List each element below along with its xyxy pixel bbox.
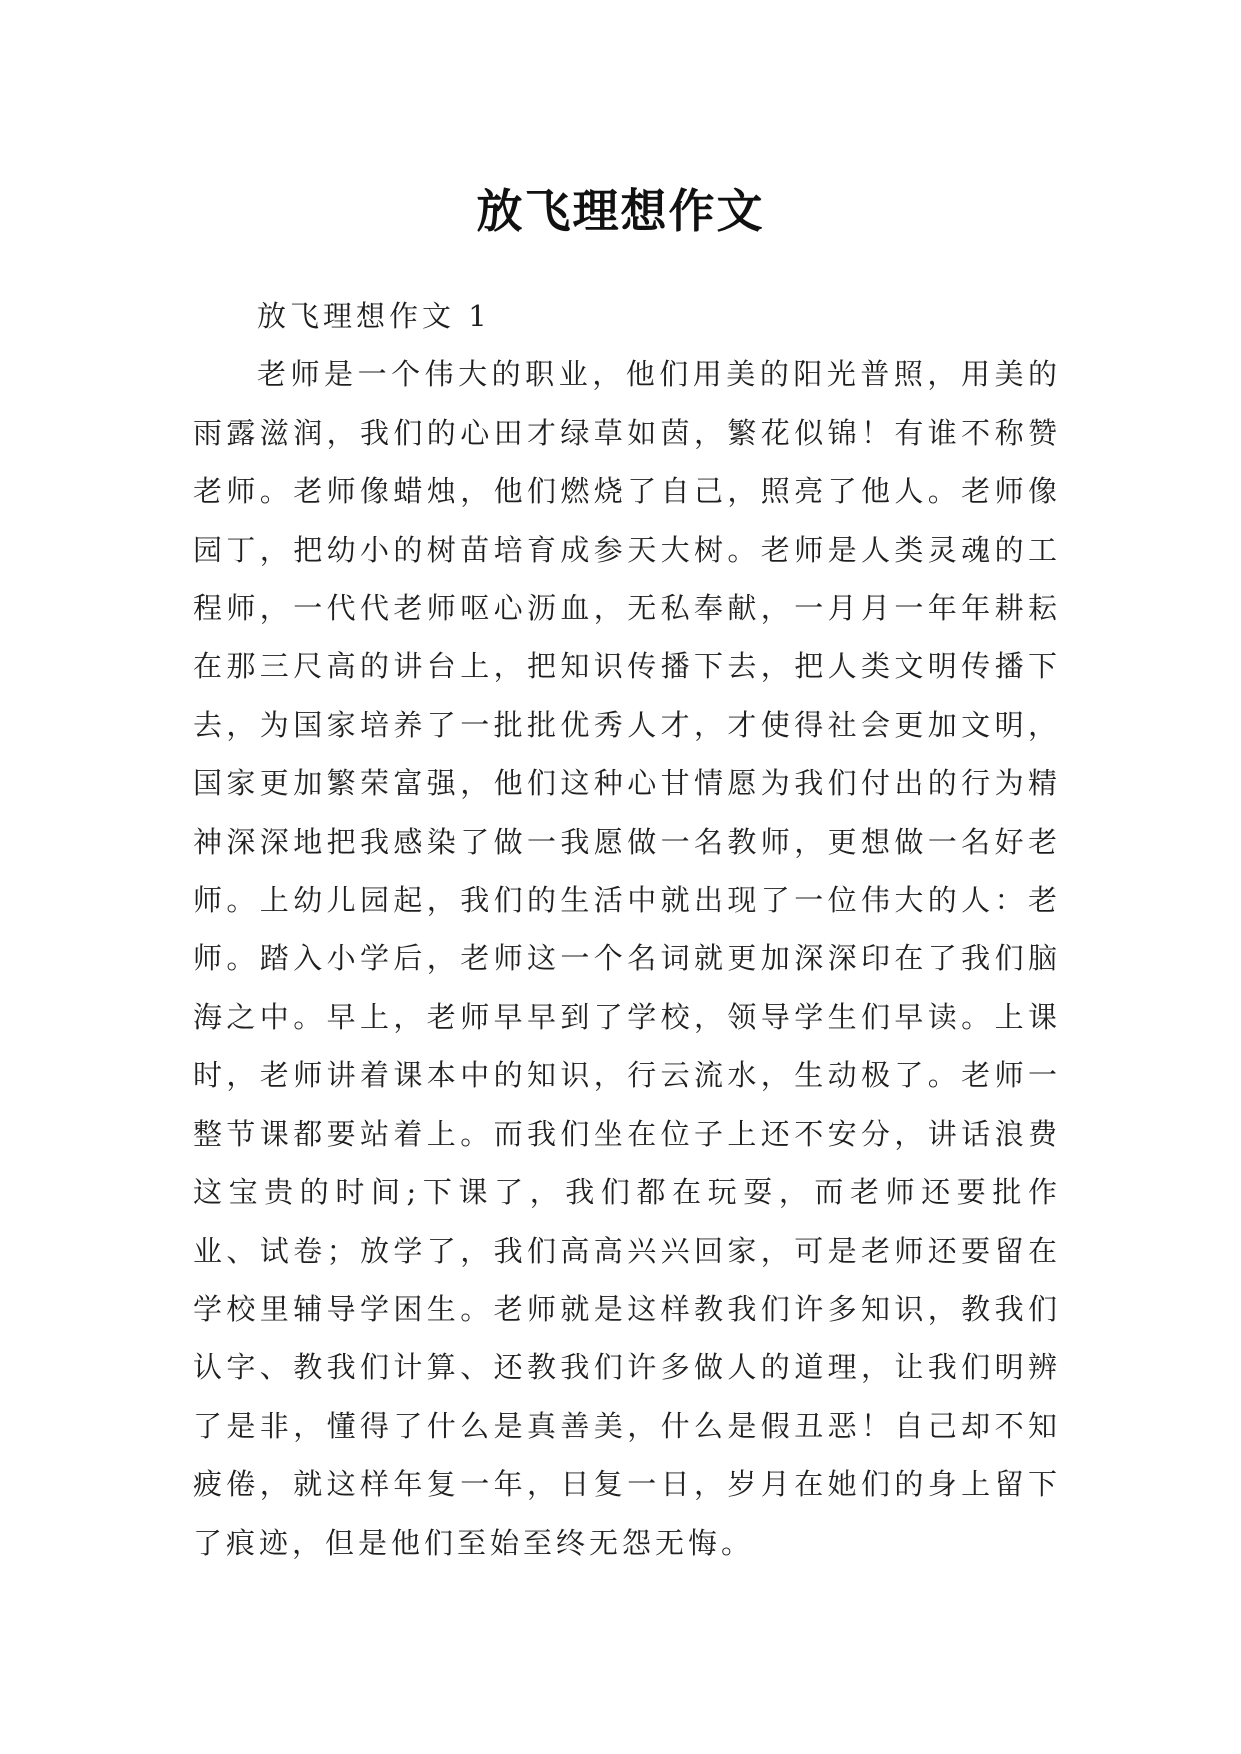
section-heading: 放飞理想作文 1 [257, 299, 491, 333]
body-paragraph: 老师是一个伟大的职业，他们用美的阳光普照，用美的雨露滋润，我们的心田才绿草如茵，繁花似锦！有谁不称赞老师。老师像蜡烛，他们燃烧了自己，照亮了他人。老师像园丁，把幼小的树苗培育成参天大树。老师是人类灵魂的工程师，一代代老师呕心沥血，无私奉献，一月月一年年耕耘在那三尺高的讲台上，把知识传播下去，把人类文明传播下去，为国家培养了一批批优秀人才，才使得社会更加文明，国家更加繁荣富强，他们这种心甘情愿为我们付出的行为精神深深地把我感染了做一我愿做一名教师，更想做一名好老师。上幼儿园起，我们的生活中就出现了一位伟大的人：老师。踏入小学后，老师这一个名词就更加深深印在了我们脑海之中。早上，老师早早到了学校，领导学生们早读。上课时，老师讲着课本中的知识，行云流水，生动极了。老师一整节课都要站着上。而我们坐在位子上还不安分，讲话浪费这宝贵的时间;下课了，我们都在玩耍，而老师还要批作业、试卷；放学了，我们高高兴兴回家，可是老师还要留在学校里辅导学困生。老师就是这样教我们许多知识，教我们认字、教我们计算、还教我们许多做人的道理，让我们明辨了是非，懂得了什么是真善美，什么是假丑恶！自己却不知疲倦，就这样年复一年，日复一日，岁月在她们的身上留下了痕迹，但是他们至始至终无怨无悔。 [193, 357, 1061, 1560]
document-content [193, 287, 1061, 1572]
document-title: 放飞理想作文 [476, 183, 765, 238]
